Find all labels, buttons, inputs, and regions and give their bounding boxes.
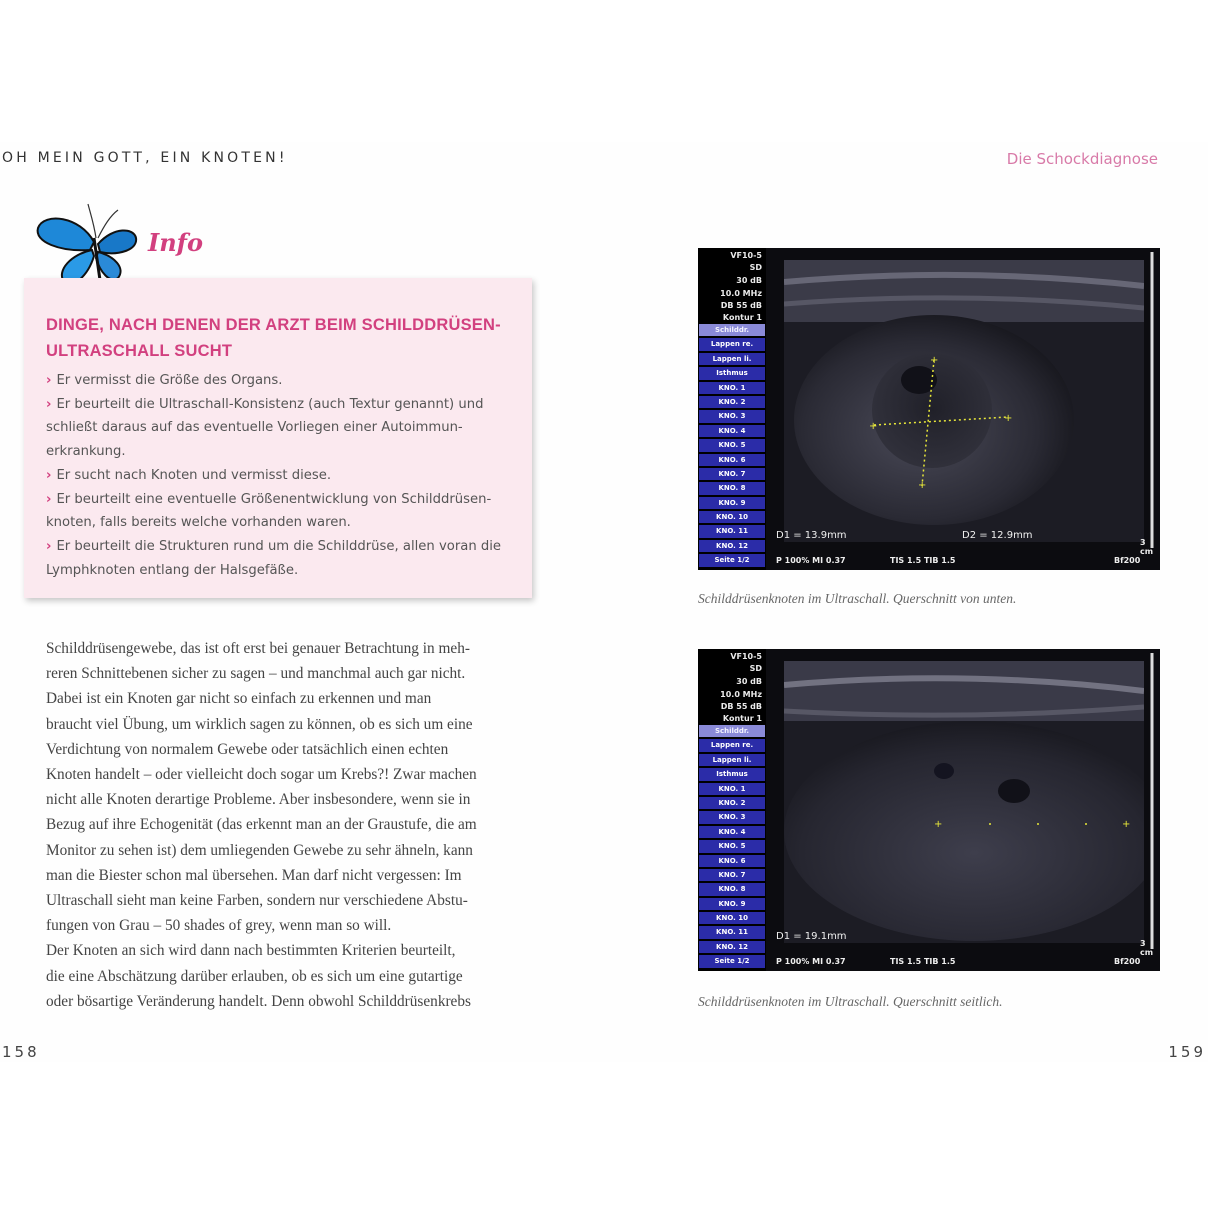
bullet-item: › Er beurteilt die Strukturen rund um die Schilddrüse, allen voran die Lymphknoten entlang der Halsgefäße. xyxy=(46,538,502,578)
chevron-right-icon: › xyxy=(46,467,52,483)
body-line: Knoten handelt – oder vielleicht doch sogar um Krebs?! Zwar machen xyxy=(46,766,477,784)
menu-item: Lappen re. xyxy=(699,338,765,350)
menu-item: KNO. 10 xyxy=(699,511,765,523)
menu-item: Isthmus xyxy=(699,367,765,379)
setting-contour: Kontur 1 xyxy=(722,313,762,322)
body-line: man die Biester schon mal übersehen. Man darf nicht vergessen: Im xyxy=(46,866,462,884)
menu-item: KNO. 6 xyxy=(699,454,765,466)
ultrasound-menu xyxy=(699,725,765,970)
menu-item: KNO. 3 xyxy=(699,811,765,823)
svg-text:+: + xyxy=(918,480,927,491)
setting-probe: VF10-5 xyxy=(730,251,762,260)
body-line: braucht viel Übung, um wirklich sagen zu können, ob es sich um eine xyxy=(46,715,473,733)
setting-mode: SD xyxy=(749,664,762,673)
ultrasound-side-panel xyxy=(698,248,766,570)
body-line: Ultraschall sieht man keine Farben, sondern nur verschiedene Abstu- xyxy=(46,892,468,910)
body-line: Der Knoten an sich wird dann nach bestimmten Kriterien beurteilt, xyxy=(46,942,456,960)
menu-item: Seite 1/2 xyxy=(699,955,765,967)
setting-frequency: 10.0 MHz xyxy=(720,289,762,298)
ultrasound-scan-1 xyxy=(784,260,1144,542)
menu-item: KNO. 8 xyxy=(699,883,765,895)
body-line: Monitor zu sehen ist) dem umliegenden Gewebe zu sehr ähneln, kann xyxy=(46,841,473,859)
body-line: nicht alle Knoten derartige Probleme. Aber insbesondere, wenn sie in xyxy=(46,791,471,809)
bullet-item: › Er beurteilt eine eventuelle Größenentwicklung von Schilddrüsen- knoten, falls bereits welche vorhanden waren. xyxy=(46,491,492,531)
svg-text:+: + xyxy=(930,355,939,366)
body-line: fungen von Grau – 50 shades of grey, wenn man so will. xyxy=(46,917,392,935)
measurement-d2: D2 = 12.9mm xyxy=(962,530,1033,541)
caption-2: Schilddrüsenknoten im Ultraschall. Querschnitt seitlich. xyxy=(698,994,1003,1009)
body-line: Verdichtung von normalem Gewebe oder tatsächlich einen echten xyxy=(46,740,449,758)
body-line: Schilddrüsengewebe, das ist oft erst bei genauer Betrachtung in meh- xyxy=(46,640,470,657)
depth-scale xyxy=(1144,248,1160,570)
thermal-index-readout: TIS 1.5 TIB 1.5 xyxy=(890,957,956,966)
chevron-right-icon: › xyxy=(46,538,52,554)
caption-1: Schilddrüsenknoten im Ultraschall. Querschnitt von unten. xyxy=(698,591,1017,606)
power-index-readout: P 100% MI 0.37 xyxy=(776,957,846,966)
running-title-left: OH MEIN GOTT, EIN KNOTEN! xyxy=(2,150,288,166)
svg-text:+: + xyxy=(1004,413,1013,424)
menu-item: Seite 1/2 xyxy=(699,554,765,566)
bullet-item: › Er vermisst die Größe des Organs. xyxy=(46,373,283,388)
setting-mode: SD xyxy=(749,263,762,272)
info-badge: Info xyxy=(148,228,204,257)
menu-item: KNO. 9 xyxy=(699,497,765,509)
chevron-right-icon: › xyxy=(46,373,52,388)
page-number-left: 158 xyxy=(2,1043,40,1061)
chevron-right-icon: › xyxy=(46,491,52,507)
measurement-d1: D1 = 13.9mm xyxy=(776,530,847,541)
menu-item: KNO. 2 xyxy=(699,396,765,408)
bullet-item: › Er beurteilt die Ultraschall-Konsistenz (auch Textur genannt) und schließt daraus auf das eventuelle Vorliegen einer Autoimmun- erkrankung. xyxy=(46,396,484,460)
menu-item: KNO. 6 xyxy=(699,855,765,867)
ultrasound-scan-2 xyxy=(784,661,1144,943)
menu-item: Isthmus xyxy=(699,768,765,780)
ultrasound-side-panel xyxy=(698,649,766,971)
body-text xyxy=(46,636,516,1014)
menu-item: KNO. 2 xyxy=(699,797,765,809)
frame-rate-readout: Bf200 xyxy=(1114,556,1141,565)
frame-rate-readout: Bf200 xyxy=(1114,957,1141,966)
bullet-item: › Er sucht nach Knoten und vermisst diese. xyxy=(46,467,332,483)
page-number-right: 159 xyxy=(1168,1043,1206,1061)
info-box xyxy=(24,278,532,598)
menu-item: Lappen li. xyxy=(699,353,765,365)
menu-item: Lappen re. xyxy=(699,739,765,751)
ultrasound-image-1 xyxy=(698,248,1160,570)
setting-gain: 30 dB xyxy=(736,276,762,285)
menu-item: KNO. 4 xyxy=(699,425,765,437)
menu-item: KNO. 1 xyxy=(699,783,765,795)
menu-item: KNO. 5 xyxy=(699,840,765,852)
menu-item: KNO. 5 xyxy=(699,439,765,451)
depth-scale xyxy=(1144,649,1160,971)
chevron-right-icon: › xyxy=(46,396,52,412)
thermal-index-readout: TIS 1.5 TIB 1.5 xyxy=(890,556,956,565)
body-line: die eine Abschätzung darüber erlauben, ob es sich um eine gutartige xyxy=(46,967,463,985)
menu-item: KNO. 11 xyxy=(699,525,765,537)
depth-readout: 3 cm xyxy=(1140,538,1154,556)
svg-text:+: + xyxy=(934,819,943,830)
menu-item: KNO. 12 xyxy=(699,941,765,953)
menu-item: KNO. 7 xyxy=(699,869,765,881)
menu-item: KNO. 8 xyxy=(699,482,765,494)
measurement-d1: D1 = 19.1mm xyxy=(776,931,847,942)
menu-item: KNO. 1 xyxy=(699,382,765,394)
setting-dynamic-range: DB 55 dB xyxy=(720,702,762,711)
menu-item: Schilddr. xyxy=(699,725,765,737)
info-bullet-list xyxy=(46,369,526,582)
menu-item: KNO. 3 xyxy=(699,410,765,422)
setting-contour: Kontur 1 xyxy=(722,714,762,723)
depth-readout: 3 cm xyxy=(1140,939,1154,957)
svg-text:+: + xyxy=(869,421,878,432)
menu-item: Lappen li. xyxy=(699,754,765,766)
menu-item: KNO. 9 xyxy=(699,898,765,910)
menu-item: Schilddr. xyxy=(699,324,765,336)
ultrasound-image-2 xyxy=(698,649,1160,971)
body-line: oder bösartige Veränderung handelt. Denn obwohl Schilddrüsenkrebs xyxy=(46,992,471,1010)
ultrasound-menu xyxy=(699,324,765,569)
info-heading: DINGE, NACH DENEN DER ARZT BEIM SCHILDDRÜSEN- ULTRASCHALL SUCHT xyxy=(46,316,501,360)
body-line: Dabei ist ein Knoten gar nicht so einfach zu erkennen und man xyxy=(46,690,432,708)
menu-item: KNO. 7 xyxy=(699,468,765,480)
menu-item: KNO. 11 xyxy=(699,926,765,938)
running-title-right: Die Schockdiagnose xyxy=(1006,150,1158,168)
body-line: reren Schnittebenen sicher zu sagen – und manchmal auch gar nicht. xyxy=(46,665,466,683)
menu-item: KNO. 12 xyxy=(699,540,765,552)
svg-text:+: + xyxy=(1122,819,1131,830)
setting-probe: VF10-5 xyxy=(730,652,762,661)
menu-item: KNO. 10 xyxy=(699,912,765,924)
body-line: Bezug auf ihre Echogenität (das erkennt man an der Graustufe, die am xyxy=(46,816,477,834)
setting-gain: 30 dB xyxy=(736,677,762,686)
setting-dynamic-range: DB 55 dB xyxy=(720,301,762,310)
setting-frequency: 10.0 MHz xyxy=(720,690,762,699)
power-index-readout: P 100% MI 0.37 xyxy=(776,556,846,565)
menu-item: KNO. 4 xyxy=(699,826,765,838)
